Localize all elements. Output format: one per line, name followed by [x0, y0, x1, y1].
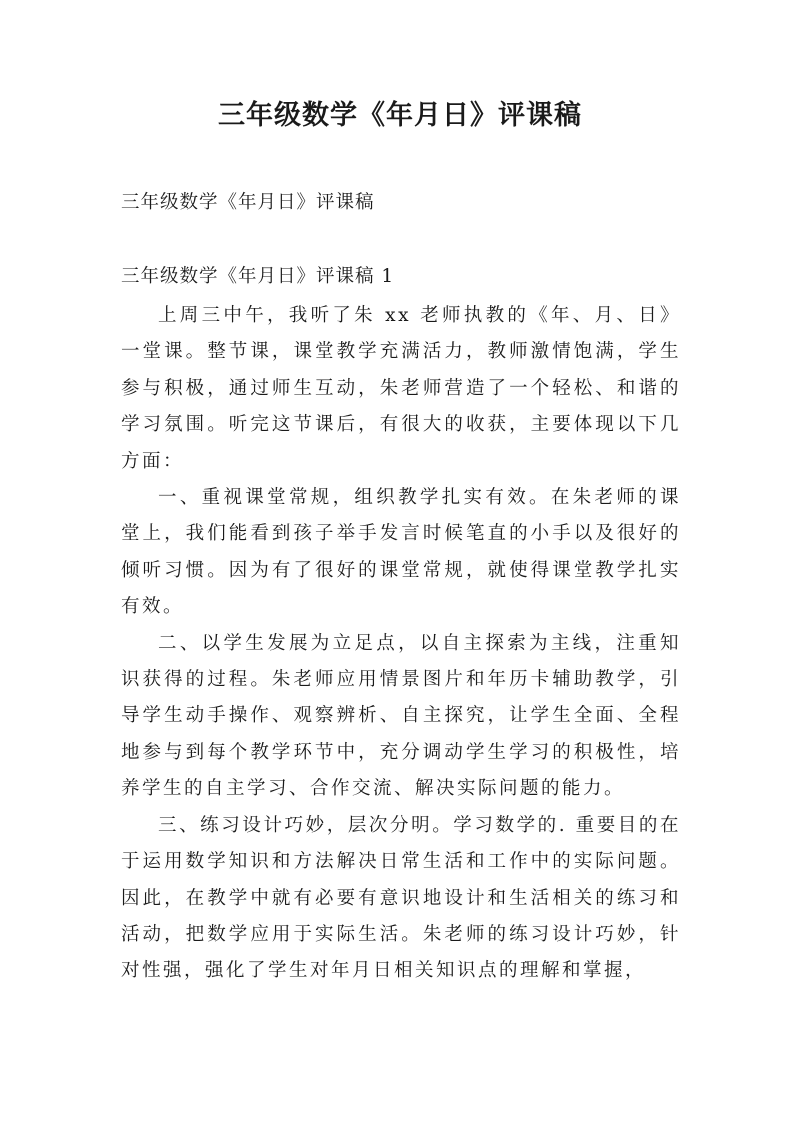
paragraph-intro: 上周三中午，我听了朱 xx 老师执教的《年、月、日》一堂课。整节课，课堂教学充满活力，教师激情饱满，学生参与积极，通过师生互动，朱老师营造了一个轻松、和谐的学习氛围。听完这节课后，有很大的收获，主要体现以下几方面：: [121, 305, 681, 472]
document-title: 三年级数学《年月日》评课稿: [218, 100, 582, 131]
section-heading: 三年级数学《年月日》评课稿 1: [121, 266, 395, 287]
document-subtitle: 三年级数学《年月日》评课稿: [121, 192, 375, 213]
document-body: [121, 298, 681, 990]
paragraph-point-3: 三、练习设计巧妙，层次分明。学习数学的. 重要目的在于运用数学知识和方法解决日常生活和工作中的实际问题。因此，在教学中就有必要有意识地设计和生活相关的练习和活动，把数学应用于实际生活。朱老师的练习设计巧妙，针对性强，强化了学生对年月日相关知识点的理解和掌握，: [121, 814, 681, 982]
paragraph-point-2: 二、以学生发展为立足点，以自主探索为主线，注重知识获得的过程。朱老师应用情景图片和年历卡辅助教学，引导学生动手操作、观察辨析、自主探究，让学生全面、全程地参与到每个教学环节中，充分调动学生学习的积极性，培养学生的自主学习、合作交流、解决实际问题的能力。: [121, 632, 681, 800]
paragraph-point-1: 一、重视课堂常规，组织教学扎实有效。在朱老师的课堂上，我们能看到孩子举手发言时候笔直的小手以及很好的倾听习惯。因为有了很好的课堂常规，就使得课堂教学扎实有效。: [121, 487, 681, 618]
